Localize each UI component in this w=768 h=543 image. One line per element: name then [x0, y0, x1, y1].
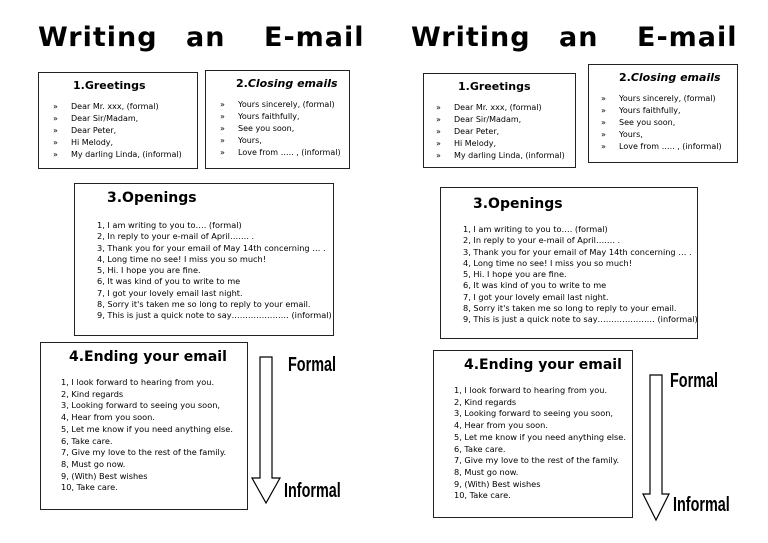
list-item: » Yours, [601, 130, 643, 139]
formal-label: Formal [288, 354, 337, 376]
down-arrow-icon [250, 356, 282, 506]
title-word: an [186, 22, 226, 53]
list-item: 6, It was kind of you to write to me [463, 280, 607, 291]
title-word: E-mail [264, 22, 365, 53]
list-item: 2, Kind regards [454, 396, 517, 407]
list-item: 5, Hi. I hope you are fine. [463, 269, 567, 280]
list-item: 1, I am writing to you to…. (formal) [463, 224, 608, 234]
list-item: 2, Kind regards [61, 388, 124, 399]
informal-label: Informal [284, 480, 341, 502]
list-item: 6, It was kind of you to write to me [97, 276, 241, 287]
list-item: 8, Must go now. [454, 466, 519, 477]
list-item: » Yours sincerely, (formal) [601, 94, 716, 103]
list-item: 2, In reply to your e-mail of April……. . [463, 235, 621, 246]
down-arrow-icon [641, 374, 671, 522]
list-item: 7, Give my love to the rest of the family. [61, 447, 227, 458]
ending-heading: 4.Ending your email [464, 357, 622, 373]
ending-box [40, 342, 248, 510]
ending-heading: 4.Ending your email [69, 349, 227, 365]
list-item: 4, Hear from you soon. [454, 420, 548, 431]
worksheet-right [384, 0, 768, 543]
list-item: » See you soon, [220, 124, 295, 133]
closing-heading: 2.Closing emails [236, 77, 338, 90]
closing-list [220, 99, 341, 159]
list-item: 6, Take care. [454, 443, 506, 454]
title-word: an [559, 22, 599, 53]
closing-box [205, 70, 350, 169]
list-item: 3, Looking forward to seeing you soon, [454, 408, 613, 419]
list-item: » Yours faithfully, [601, 106, 681, 115]
list-item: » Dear Mr. xxx, (formal) [53, 102, 159, 111]
list-item: 6, Take care. [61, 435, 113, 446]
closing-box [588, 64, 738, 163]
greetings-heading: 1.Greetings [73, 79, 146, 92]
list-item: » Yours faithfully, [220, 112, 300, 121]
list-item: 5, Let me know if you need anything else. [454, 431, 626, 442]
list-item: 8, Sorry it's taken me so long to reply to your email. [97, 299, 311, 310]
list-item: » Yours, [220, 136, 262, 145]
list-item: » My darling Linda, (informal) [436, 151, 565, 160]
list-item: 7, Give my love to the rest of the family. [454, 455, 620, 466]
openings-list [463, 224, 698, 326]
list-item: » Yours sincerely, (formal) [220, 100, 335, 109]
formal-label: Formal [670, 370, 719, 392]
list-item: 9, This is just a quick note to say………………… (informal) [97, 310, 332, 321]
greetings-box [423, 73, 576, 168]
list-item: 5, Hi. I hope you are fine. [97, 265, 201, 276]
greetings-box [38, 72, 198, 169]
openings-heading: 3.Openings [107, 190, 197, 206]
openings-list [97, 220, 332, 322]
list-item: 5, Let me know if you need anything else. [61, 423, 233, 434]
list-item: » Dear Peter, [436, 127, 500, 136]
list-item: 8, Sorry it's taken me so long to reply to your email. [463, 303, 677, 314]
list-item: 4, Long time no see! I miss you so much! [463, 257, 633, 268]
list-item: 9, (With) Best wishes [61, 470, 148, 481]
list-item: » Dear Peter, [53, 126, 117, 135]
list-item: » See you soon, [601, 118, 676, 127]
list-item: 4, Long time no see! I miss you so much! [97, 253, 267, 264]
list-item: 7, I got your lovely email last night. [97, 287, 243, 298]
list-item: 1, I look forward to hearing from you. [454, 385, 608, 395]
ending-list [454, 385, 626, 502]
list-item: 10, Take care. [61, 482, 118, 493]
list-item: » Dear Sir/Madam, [436, 115, 522, 124]
greetings-list [436, 102, 565, 162]
list-item: » My darling Linda, (informal) [53, 150, 182, 159]
openings-box [440, 187, 698, 339]
closing-heading: 2.Closing emails [619, 71, 721, 84]
list-item: 8, Must go now. [61, 458, 126, 469]
list-item: 9, (With) Best wishes [454, 478, 541, 489]
greetings-heading: 1.Greetings [458, 80, 531, 93]
list-item: 3, Looking forward to seeing you soon, [61, 400, 220, 411]
ending-list [61, 377, 233, 494]
list-item: 4, Hear from you soon. [61, 412, 155, 423]
openings-box [74, 183, 334, 336]
closing-list [601, 93, 722, 153]
list-item: 9, This is just a quick note to say………………… (informal) [463, 314, 698, 325]
title-word: Writing [38, 22, 158, 53]
openings-heading: 3.Openings [473, 196, 563, 212]
greetings-list [53, 101, 182, 161]
list-item: 7, I got your lovely email last night. [463, 291, 609, 302]
informal-label: Informal [673, 494, 730, 516]
list-item: 3, Thank you for your email of May 14th concerning … . [97, 242, 326, 253]
ending-box [433, 350, 633, 518]
list-item: » Love from ….. , (informal) [220, 148, 341, 157]
list-item: » Dear Sir/Madam, [53, 114, 139, 123]
list-item: » Dear Mr. xxx, (formal) [436, 103, 542, 112]
title-word: Writing [411, 22, 531, 53]
list-item: 1, I look forward to hearing from you. [61, 377, 215, 387]
list-item: » Hi Melody, [436, 139, 497, 148]
title-word: E-mail [637, 22, 738, 53]
list-item: 1, I am writing to you to…. (formal) [97, 220, 242, 230]
list-item: 3, Thank you for your email of May 14th concerning … . [463, 246, 692, 257]
list-item: 2, In reply to your e-mail of April……. . [97, 231, 255, 242]
list-item: 10, Take care. [454, 490, 511, 501]
list-item: » Love from ….. , (informal) [601, 142, 722, 151]
list-item: » Hi Melody, [53, 138, 114, 147]
